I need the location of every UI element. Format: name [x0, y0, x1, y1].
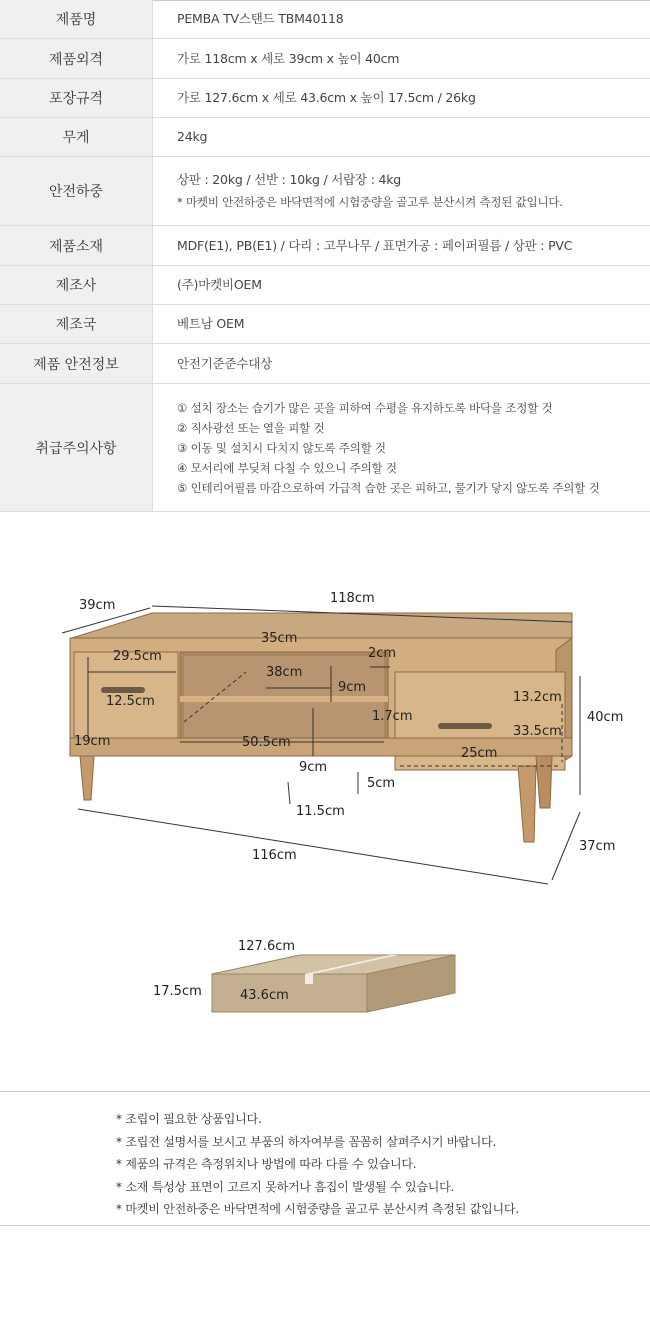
- dim-drawer-inner-label: 25cm: [461, 746, 498, 761]
- spec-value: [177, 39, 644, 78]
- spec-value-text: 가로 118cm x 세로 39cm x 높이 40cm: [177, 50, 400, 66]
- package-width-label: 127.6cm: [238, 939, 296, 954]
- spec-label: 무게: [0, 118, 153, 156]
- spec-value-text: 상판 : 20kg / 선반 : 10kg / 서랍장 : 4kg: [177, 172, 402, 187]
- spec-value-text: 가로 127.6cm x 세로 43.6cm x 높이 17.5cm / 26kg: [177, 90, 476, 105]
- spec-row-cautions: [0, 384, 650, 512]
- note-item: * 소재 특성상 표면이 고르지 못하거나 흠집이 발생될 수 있습니다.: [116, 1179, 455, 1194]
- dim-lower-gap-label: 5cm: [367, 776, 396, 791]
- dim-inner-depth-label: 35cm: [261, 631, 298, 646]
- caution-item: ④ 모서리에 부딪쳐 다칠 수 있으니 주의할 것: [177, 460, 397, 475]
- spec-row-material: [0, 226, 650, 266]
- dim-bottom-width-label: 50.5cm: [242, 735, 291, 750]
- spec-value: [177, 118, 644, 156]
- spec-row-country: [0, 305, 650, 344]
- dim-drawer-front-label: 13.2cm: [513, 690, 562, 705]
- spec-row-safety-info: [0, 344, 650, 384]
- dim-drawer-height-label: 12.5cm: [106, 694, 155, 709]
- spec-value: [177, 0, 644, 38]
- spec-label: 제조국: [0, 305, 153, 343]
- spec-row-weight: [0, 118, 650, 157]
- dim-height-label: 40cm: [587, 710, 624, 725]
- spec-value: [177, 384, 644, 511]
- spec-label: 제품소재: [0, 226, 153, 265]
- dim-drawer-width-label: 29.5cm: [113, 649, 162, 664]
- caution-item: ⑤ 인테리어필름 마감으로하여 가급적 습한 곳은 피하고, 물기가 닿지 않도록 주의할 것: [177, 480, 600, 495]
- note-item: * 마켓비 안전하중은 바닥면적에 시험중량을 골고루 분산시켜 측정된 값입니다.: [116, 1202, 519, 1216]
- spec-value-text: 24kg: [177, 129, 208, 144]
- dim-clearance-label: 11.5cm: [296, 804, 345, 819]
- dimension-diagram: [0, 512, 650, 1092]
- spec-label: 제조사: [0, 266, 153, 304]
- package-depth-label: 43.6cm: [240, 988, 289, 1003]
- spec-label: 포장규격: [0, 79, 153, 117]
- caution-item: ② 직사광선 또는 열을 피할 것: [177, 420, 325, 435]
- caution-item: ① 설치 장소는 습기가 많은 곳을 피하여 수평을 유지하도록 바닥을 조정할 것: [177, 400, 553, 415]
- spec-row-dimensions: [0, 39, 650, 79]
- dim-shelf-width-label: 38cm: [266, 665, 303, 680]
- spec-row-package: [0, 79, 650, 118]
- dim-width-label: 118cm: [330, 591, 375, 606]
- spec-value-text: 안전기준준수대상: [177, 355, 273, 371]
- dim-drawer-depth-label: 33.5cm: [513, 724, 562, 739]
- spec-label: 취급주의사항: [0, 384, 153, 511]
- spec-label: 안전하중: [0, 157, 153, 225]
- spec-value: [177, 344, 644, 383]
- note-item: * 제품의 규격은 측정위치나 방법에 따라 다를 수 있습니다.: [116, 1157, 417, 1171]
- caution-item: ③ 이동 및 설치시 다치지 않도록 주의할 것: [177, 440, 386, 455]
- notes-list: [116, 1108, 519, 1221]
- dim-depth-label: 39cm: [79, 598, 116, 613]
- dim-panel-label: 1.7cm: [372, 709, 413, 724]
- spec-label: 제품명: [0, 0, 153, 38]
- spec-label: 제품외격: [0, 39, 153, 78]
- dim-shelf-height-label: 9cm: [338, 680, 367, 695]
- spec-row-manufacturer: [0, 266, 650, 305]
- note-item: * 조립이 필요한 상품입니다.: [116, 1112, 262, 1126]
- spec-value-text: MDF(E1), PB(E1) / 다리 : 고무나무 / 표면가공 : 페이퍼필름 / 상판 : PVC: [177, 237, 573, 253]
- dim-base-width-label: 116cm: [252, 848, 297, 863]
- dim-gap-label: 2cm: [368, 646, 397, 661]
- spec-label: 제품 안전정보: [0, 344, 153, 383]
- spec-value: [177, 79, 644, 117]
- spec-value-text: (주)마켓비OEM: [177, 277, 262, 292]
- dim-lower-height-label: 9cm: [299, 760, 328, 775]
- spec-value: [177, 266, 644, 304]
- spec-value-note: * 마켓비 안전하중은 바닥면적에 시험중량을 골고루 분산시켜 측정된 값입니다.: [177, 195, 563, 209]
- spec-row-product-name: [0, 0, 650, 39]
- spec-value: [177, 305, 644, 343]
- product-notes: [0, 1091, 650, 1226]
- spec-value-text: 베트남 OEM: [177, 316, 245, 331]
- dim-leg-height-label: 19cm: [74, 734, 111, 749]
- spec-value: [177, 226, 644, 265]
- spec-value: [177, 157, 644, 225]
- package-height-label: 17.5cm: [153, 984, 202, 999]
- note-item: * 조립전 설명서를 보시고 부품의 하자여부를 꼼꼼히 살펴주시기 바랍니다.: [116, 1134, 497, 1149]
- dim-base-depth-label: 37cm: [579, 839, 616, 854]
- spec-row-safe-load: [0, 157, 650, 226]
- spec-value-text: PEMBA TV스탠드 TBM40118: [177, 11, 344, 26]
